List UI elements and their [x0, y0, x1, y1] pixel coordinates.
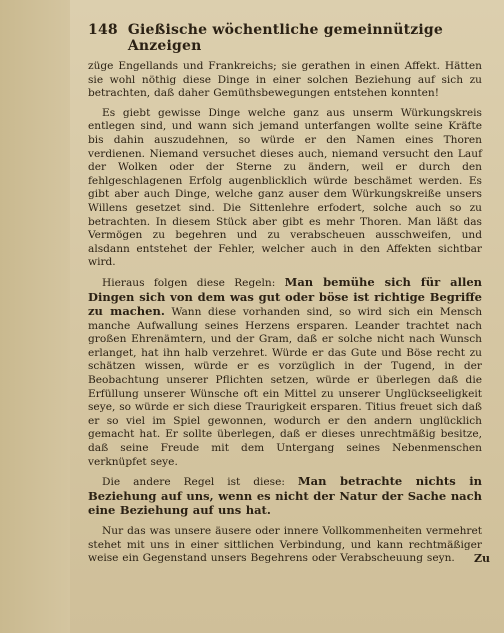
- catchword: Zu: [473, 552, 490, 565]
- paragraph-text: Hieraus folgen diese Regeln:: [102, 276, 285, 289]
- paragraph-text: Die andere Regel ist diese:: [102, 476, 298, 489]
- paragraph-text: Es giebt gewisse Dinge welche ganz aus unserm Würkungskreis entlegen sind, und wann sich jemand unterfangen wollte seine Kräfte bis dahin auszudehnen, so würde er den Namen eines Thoren verdienen. Niemand versuchet dieses auch, niemand versucht den Lauf der Wolken oder der Sterne zu ändern, weil er durch den fehlgeschlagenen Erfolg augenblicklich würde beschämet werden. Es gibt aber auch Dinge, welche ganz auser dem Würkungskreiße unsers Willens gesetzet sind. Die Sittenlehre erfodert, solche auch so zu betrachten. In diesem Stück aber gibt es mehr Thoren. Man läßt das Vermögen zu begehren und zu verabscheuen ausschweifen, und alsdann entstehet der Fehler, welcher auch in den Affekten sichtbar wird.: [88, 106, 482, 269]
- paragraph: [88, 107, 482, 270]
- page-header: [88, 22, 482, 54]
- running-title: Gießische wöchentliche gemeinnützige Anzeigen: [127, 22, 444, 54]
- paragraph: [88, 276, 482, 469]
- paragraph-text: Nur das was unsere äusere oder innere Vollkommenheiten vermehret stehet mit uns in einer sittlichen Verbindung, und kann rechtmäßiger weise ein Gegenstand unsers Begehrens oder Verabscheuung seyn.: [88, 525, 482, 565]
- paragraph-text: Wann diese vorhanden sind, so wird sich ein Mensch manche Aufwallung seines Herzens ersparen. Leander trachtet nach großen Ehrenämtern, und der Gram, daß er solche nicht nach Wunsch erlanget, hat ihn halb verzehret. Würde er das Gute und Böse recht zu schätzen wissen, würde er es vorzüglich in der Tugend, in der Beobachtung unserer Pflichten setzen, würde er überlegen daß die Erfüllung unserer Wünsche oft ein Mittel zu unserer Unglückseeligkeit seye, so würde er sich diese Traurigkeit ersparen. Titius freuet sich daß er so viel im Spiel gewonnen, wodurch er den andern unglücklich gemacht hat. Er sollte überlegen, daß er dieses unrechtmäßig besitze, daß seine Freude mit dem Untergang seines Nebenmenschen verknüpfet seye.: [88, 306, 483, 468]
- paragraph: [88, 525, 482, 566]
- body-text: [88, 60, 482, 566]
- paragraph: [88, 60, 482, 101]
- page-number: 148: [88, 22, 118, 38]
- paragraph: [88, 475, 482, 519]
- emphasized-text: Man betrachte nichts in Beziehung auf uns, wenn es nicht der Natur der Sache nach eine Beziehung auf uns hat.: [88, 474, 482, 518]
- emphasized-text: Man bemühe sich für allen Dingen sich von dem was gut oder böse ist richtige Begriffe zu machen.: [88, 274, 482, 319]
- paragraph-text: züge Engellands und Frankreichs; sie gerathen in einen Affekt. Hätten sie wohl nöthig diese Dinge in einer solchen Beziehung auf sich zu betrachten, daß daher Gemüthsbewegungen entstehen konnten!: [88, 60, 482, 100]
